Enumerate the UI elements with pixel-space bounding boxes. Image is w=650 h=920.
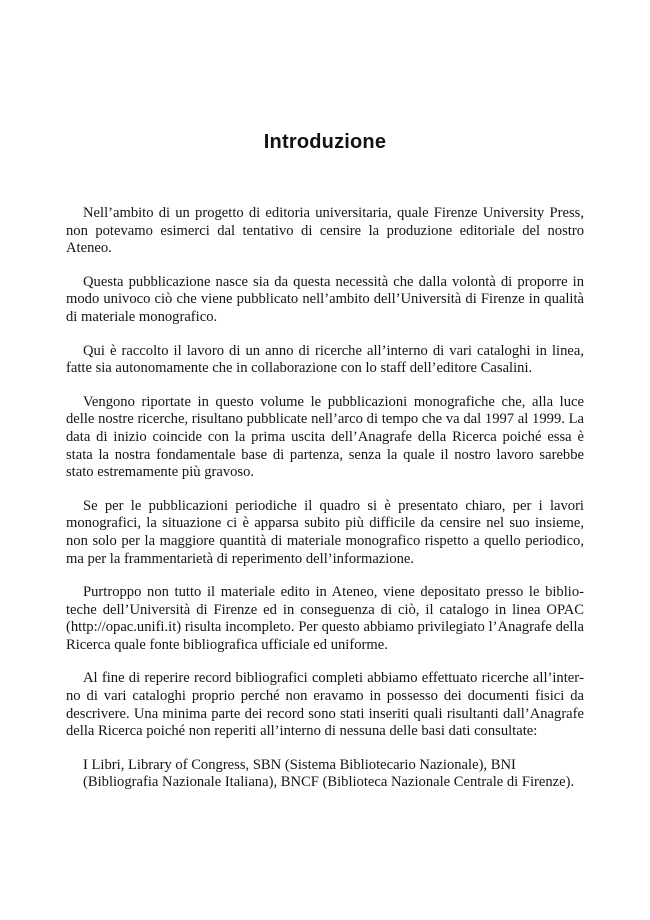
paragraph: Qui è raccolto il lavoro di un anno di ricerche all’interno di vari cataloghi in linea, fatte sia autonomamente che in collaborazione con lo staff dell’editore Casalini. (66, 342, 584, 377)
paragraph: Questa pubblicazione nasce sia da questa necessità che dalla volontà di proporre in modo univoco ciò che viene pubblicato nell’ambito dell’Università di Firenze in qualità di materiale monografico. (66, 273, 584, 325)
paragraph: Vengono riportate in questo volume le pubblicazioni monografiche che, alla luce delle nostre ricerche, risultano pubblicate nell’arco di tempo che va dal 1997 al 1999. La data di inizio coincide con la prima uscita dell’Anagrafe della Ricerca poiché essa è stata la nostra fondamentale base di partenza, senza la quale il nostro lavoro sarebbe stato estremamente più gravoso. (66, 393, 584, 481)
body-text (66, 205, 584, 808)
paragraph: Al fine di reperire record bibliografici completi abbiamo effettuato ricerche all’interno di vari cataloghi proprio perché non eravamo in possesso dei documenti fisici da descrivere. Una minima parte dei record sono stati inseriti quali risultanti dall’Anagrafe della Ricerca poiché non reperiti all’interno di nessuna delle basi dati consultate: (66, 670, 584, 740)
paragraph: Nell’ambito di un progetto di editoria universitaria, quale Firenze University Press, non potevamo esimerci dal tentativo di censire la produzione editoriale del nostro Ateneo. (66, 205, 584, 257)
catalog-list: I Libri, Library of Congress, SBN (Sistema Bibliotecario Nazionale), BNI (Bibliografia Nazionale Italiana), BNCF (Biblioteca Nazionale Centrale di Firenze). (83, 756, 575, 791)
page-title: Introduzione (263, 131, 387, 153)
paragraph: Se per le pubblicazioni periodiche il quadro si è presentato chiaro, per i lavori monografici, la situazione ci è apparsa subito più difficile da censire nel suo insieme, non solo per la maggiore quantità di materiale monografico rispetto a quello periodico, ma per la frammentarietà di reperimento dell’informazione. (66, 497, 584, 567)
paragraph: Purtroppo non tutto il materiale edito in Ateneo, viene depositato presso le biblioteche dell’Università di Firenze ed in conseguenza di ciò, il catalogo in linea OPAC (http://opac.unifi.it) risulta incompleto. Per questo abbiamo privilegiato l’Anagrafe della Ricerca quale fonte bibliografica ufficiale ed uniforme. (66, 584, 584, 653)
